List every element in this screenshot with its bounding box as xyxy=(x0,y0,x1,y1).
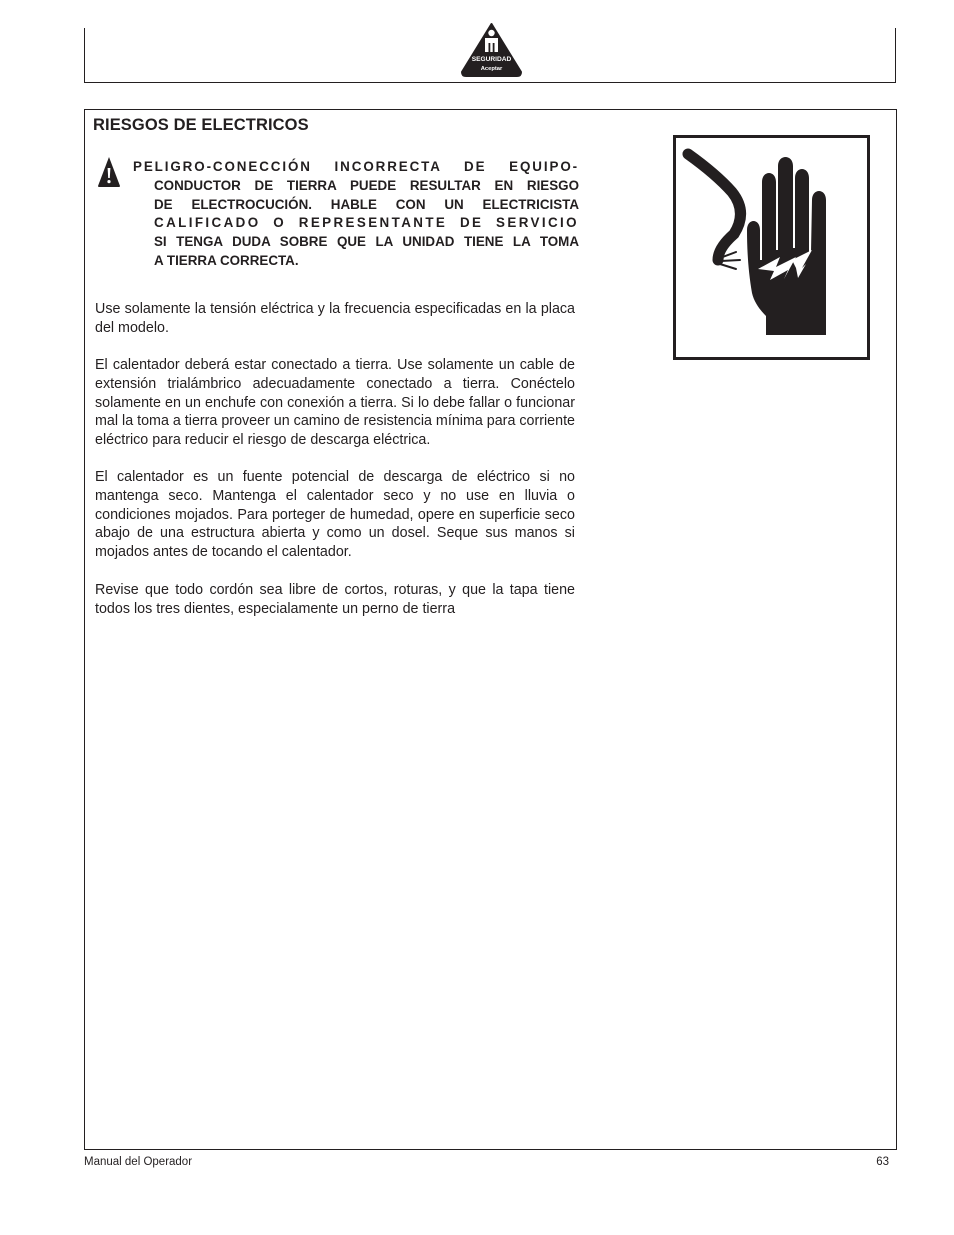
paragraph-cord-check: Revise que todo cordón sea libre de cortos, roturas, y que la tapa tiene todos los tres dientes, especialamente un perno de tierra xyxy=(95,582,575,617)
danger-warning xyxy=(133,158,579,271)
electric-shock-hand-icon xyxy=(673,135,870,360)
warning-line-6: A TIERRA CORRECTA. xyxy=(154,252,299,268)
paragraph-keep-dry: El calentador es un fuente potencial de descarga de eléctrico si no mantenga seco. Mantenga el calentador seco y no use en lluvia o condiciones mojados. Para porteger de humedad, opere en superficie seco abajo de una estructura abierta y como un dosel. Seque sus manos si mojados antes de tocando el calentador. xyxy=(95,469,575,561)
paragraph-grounding: El calentador deberá estar conectado a tierra. Use solamente un cable de extensión trialámbrico adecuadamente conectado a tierra. Conéctelo solamente en un enchufe con conexión a tierra. Si lo debe fallar o funcionar mal la toma a tierra proveer un camino de resistencia mínima para corriente eléctrico para reducir el riesgo de descarga eléctrica. xyxy=(95,357,575,449)
warning-line-3: DE ELECTROCUCIÓN. HABLE CON UN ELECTRICISTA xyxy=(154,196,579,212)
footer-page-number: 63 xyxy=(876,1156,889,1168)
warning-line-2: CONDUCTOR DE TIERRA PUEDE RESULTAR EN RIESGO xyxy=(154,177,579,193)
warning-triangle-icon xyxy=(97,156,121,188)
electric-shock-hand-graphic xyxy=(676,138,867,357)
warning-line-4: CALIFICADO O REPRESENTANTE DE SERVICIO xyxy=(154,215,579,231)
section-title: RIESGOS DE ELECTRICOS xyxy=(93,116,309,134)
warning-line-1: PELIGRO-CONECCIÓN INCORRECTA DE EQUIPO- xyxy=(133,159,579,174)
safety-badge-icon xyxy=(460,22,523,78)
badge-bottom-text: Aceptar xyxy=(480,66,503,72)
paragraph-voltage: Use solamente la tensión eléctrica y la frecuencia especificadas en la placa del modelo. xyxy=(95,301,575,336)
footer-manual-title: Manual del Operador xyxy=(84,1156,193,1168)
warning-line-5: SI TENGA DUDA SOBRE QUE LA UNIDAD TIENE LA TOMA xyxy=(154,234,579,250)
badge-top-text: SEGURIDAD xyxy=(471,56,512,63)
